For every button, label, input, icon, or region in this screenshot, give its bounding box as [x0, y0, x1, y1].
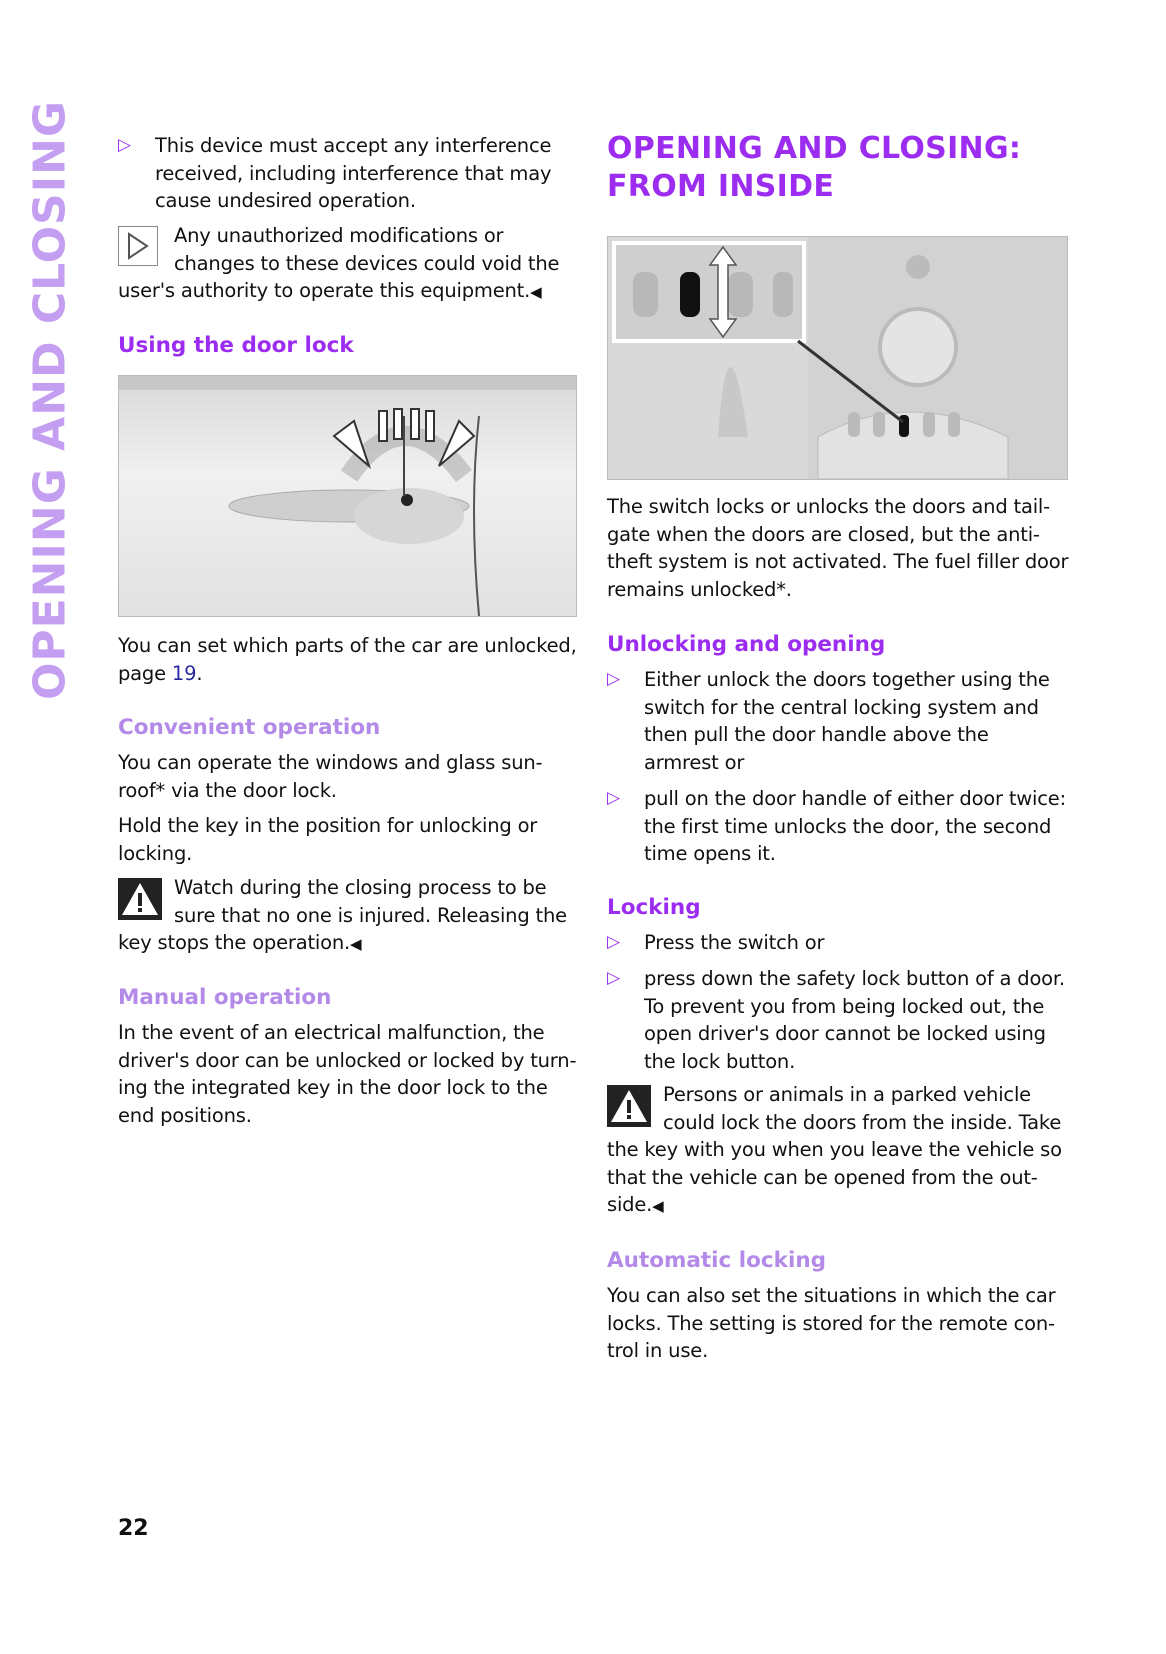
paragraph: You can also set the situations in which the car locks. The setting is stored for the remote con-trol in use. — [607, 1284, 1056, 1362]
list-item: ▷ Either unlock the doors together using the switch for the central locking system and then pull the door handle above the armrest or — [607, 666, 1069, 776]
chapter-side-title: OPENING AND CLOSING — [24, 99, 76, 700]
bullet-triangle-icon: ▷ — [607, 968, 620, 988]
end-mark-icon: ◀ — [530, 283, 542, 301]
list-item: ▷ Press the switch or — [607, 929, 1069, 957]
section-heading: Convenient operation — [118, 715, 381, 740]
end-mark-icon: ◀ — [350, 935, 362, 953]
list-item: ▷ pull on the door handle of either door twice: the first time unlocks the door, the second time opens it. — [607, 785, 1069, 868]
page-number: 22 — [118, 1516, 149, 1541]
warning-icon — [607, 1085, 651, 1127]
bullet-triangle-icon: ▷ — [118, 135, 131, 155]
warning-block: Persons or animals in a parked vehicle could lock the doors from the inside. Take the key with you when you leave the vehicle so that the vehicle can be opened from the out-side.◀ — [607, 1083, 1062, 1216]
end-mark-icon: ◀ — [652, 1197, 664, 1215]
note-triangle-icon — [118, 226, 158, 266]
warning-icon — [118, 878, 162, 920]
section-heading: Locking — [607, 895, 701, 920]
note-block: Any unauthorized modifications or changes to these devices could void the user's authority to operate this equipment.◀ — [118, 224, 560, 302]
paragraph: Hold the key in the position for unlocking or locking. — [118, 814, 538, 865]
warning-block: Watch during the closing process to be sure that no one is injured. Releasing the key stops the operation.◀ — [118, 876, 567, 954]
central-locking-switch-illustration — [607, 236, 1068, 480]
paragraph: In the event of an electrical malfunction, the driver's door can be unlocked or locked by turn-ing the integrated key in the door lock to the end positions. — [118, 1021, 577, 1127]
door-lock-illustration — [118, 375, 577, 617]
list-item: ▷ press down the safety lock button of a door. To prevent you from being locked out, the open driver's door cannot be locked using the lock button. — [607, 965, 1069, 1075]
bullet-triangle-icon: ▷ — [607, 932, 620, 952]
section-heading: Manual operation — [118, 985, 332, 1010]
section-heading: Using the door lock — [118, 333, 354, 358]
page-title: OPENING AND CLOSING: FROM INSIDE — [607, 131, 1022, 204]
bullet-triangle-icon: ▷ — [607, 788, 620, 808]
unlock-settings-paragraph: You can set which parts of the car are unlocked, page 19. — [118, 634, 577, 685]
bullet-triangle-icon: ▷ — [607, 669, 620, 689]
list-item: ▷ This device must accept any interference received, including interference that may cause undesired operation. — [118, 132, 580, 215]
section-heading: Unlocking and opening — [607, 632, 886, 657]
page-link[interactable]: 19 — [171, 661, 197, 685]
switch-paragraph: The switch locks or unlocks the doors and tail-gate when the doors are closed, but the anti-theft system is not activated. The fuel filler door remains unlocked*. — [607, 495, 1069, 601]
section-heading: Automatic locking — [607, 1248, 827, 1273]
paragraph: You can operate the windows and glass sun-roof* via the door lock. — [118, 751, 543, 802]
